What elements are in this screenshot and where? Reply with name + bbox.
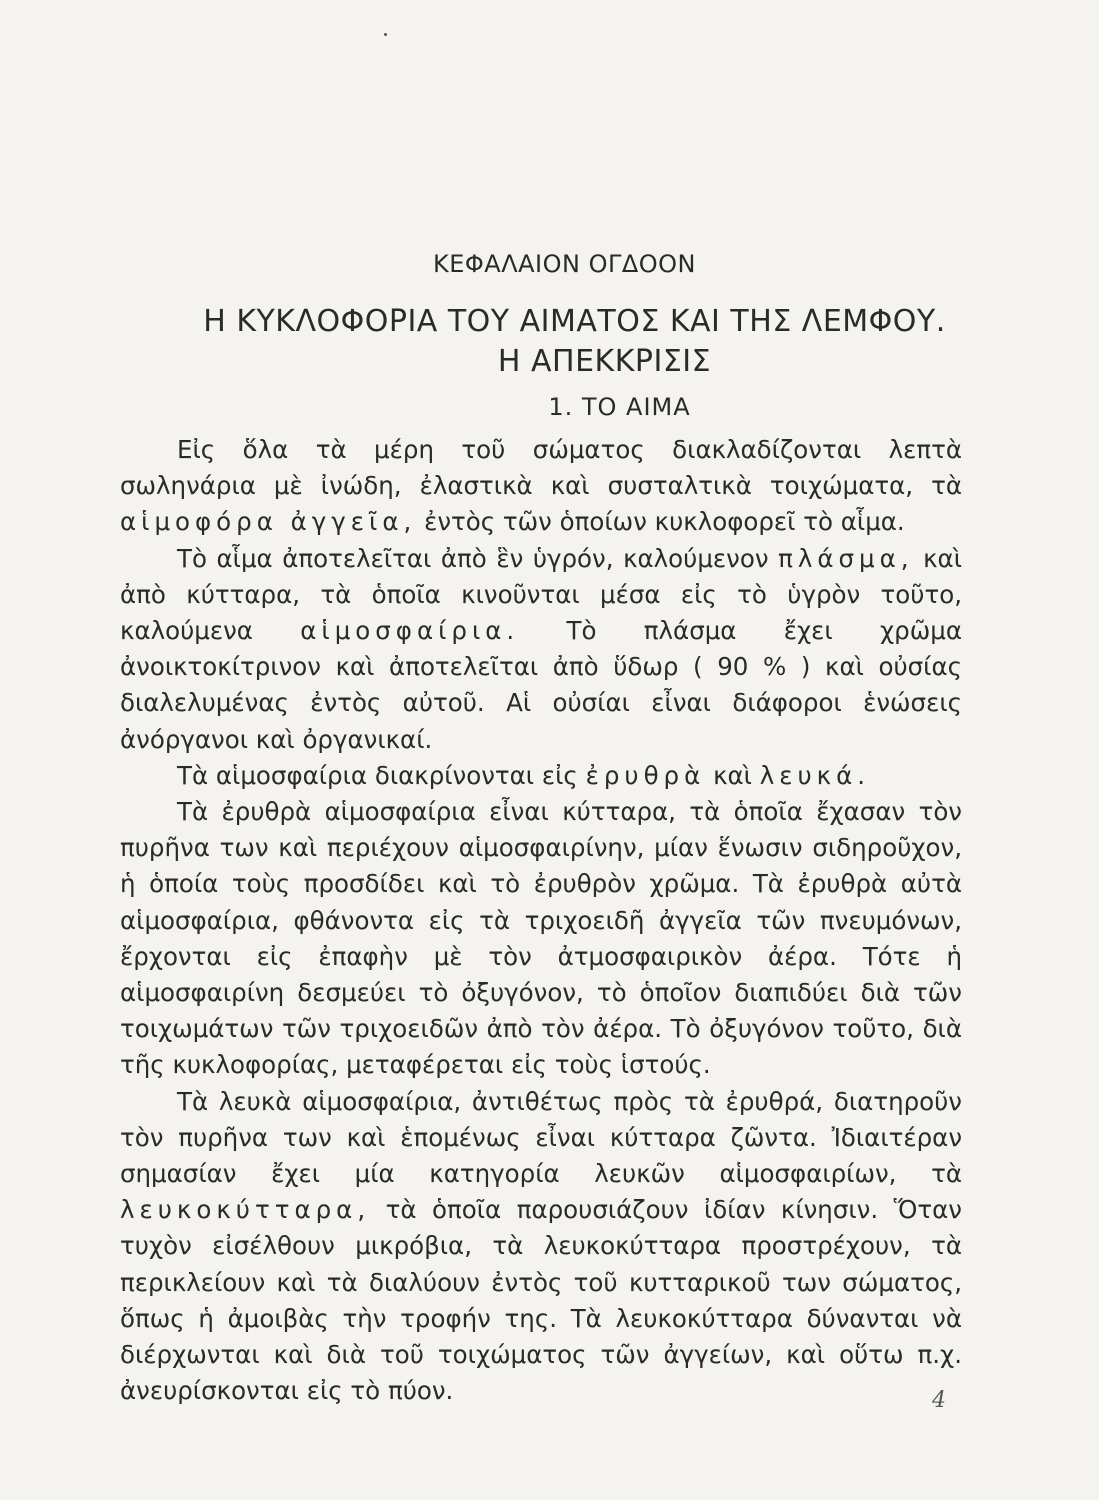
chapter-title-line-1: Η ΚΥΚΛΟΦΟΡΙΑ ΤΟΥ ΑΙΜΑΤΟΣ ΚΑΙ ΤΗΣ ΛΕΜΦΟΥ. (203, 304, 946, 339)
paragraph-1 (120, 432, 962, 541)
paragraph-4: Τὰ ἐρυθρὰ αἱμοσφαίρια εἶναι κύτταρα, τὰ ὁποῖα ἔχασαν τὸν πυρῆνα των καὶ περιέχουν αἱμοσφαιρίνην, μίαν ἕνωσιν σιδηροῦχον, ἡ ὁποία τοὺς προσδίδει καὶ τὸ ἐρυθρὸν χρῶμα. Τὰ ἐρυθρὰ αὐτὰ αἱμοσφαίρια, φθάνοντα εἰς τὰ τριχοειδῆ ἀγγεῖα τῶν πνευμόνων, ἔρχονται εἰς ἐπαφὴν μὲ τὸν ἀτμοσφαιρικὸν ἀέρα. Τότε ἡ αἱμοσφαιρίνη δεσμεύει τὸ ὀξυγόνον, τὸ ὁποῖον διαπιδύει διὰ τῶν τοιχωμάτων τῶν τριχοειδῶν ἀπὸ τὸν ἀέρα. Τὸ ὀξυγόνον τοῦτο, διὰ τῆς κυκλοφορίας, μεταφέρεται εἰς τοὺς ἱστούς. (120, 797, 962, 1080)
ink-speck (384, 33, 387, 36)
paragraph-2 (120, 541, 962, 758)
chapter-label: ΚΕΦΑΛΑΙΟΝ ΟΓΔΟΟΝ (432, 250, 696, 278)
paragraph-3-text-b: καὶ (713, 760, 752, 790)
term-aimofora-angeia: αἱμοφόρα ἀγγεῖα, (120, 507, 417, 537)
page-number: 4 (932, 1388, 946, 1413)
term-erythra: ἐρυθρὰ (585, 760, 706, 790)
chapter-title-line-2: Η ΑΠΕΚΚΡΙΣΙΣ (497, 344, 712, 379)
term-plasma: πλάσμα, (778, 543, 914, 573)
term-leukokyttara: λευκοκύτταρα, (120, 1195, 371, 1225)
paragraph-2-text-c: Τὸ πλάσμα ἔχει χρῶμα ἀνοικτοκίτρινον καὶ ἀποτελεῖται ἀπὸ ὕδωρ ( 90 % ) καὶ οὐσίας διαλελυμένας ἐντὸς αὐτοῦ. Αἱ οὐσίαι εἶναι διάφοροι ἑνώσεις ἀνόργανοι καὶ ὀργανικαί. (120, 616, 962, 754)
term-leuka: λευκά. (759, 760, 871, 790)
section-heading: 1. ΤΟ ΑΙΜΑ (548, 393, 691, 421)
paragraph-2-text-a: Τὸ αἷμα ἀποτελεῖται ἀπὸ ἓν ὑγρόν, καλούμενον (177, 543, 769, 573)
paragraph-5-text-b: τὰ ὁποῖα παρουσιάζουν ἰδίαν κίνησιν. Ὅταν τυχὸν εἰσέλθουν μικρόβια, τὰ λευκοκύτταρα προστρέχουν, τὰ περικλείουν καὶ τὰ διαλύουν ἐντὸς τοῦ κυτταρικοῦ των σώματος, ὅπως ἡ ἀμοιβὰς τὴν τροφήν της. Τὰ λευκοκύτταρα δύνανται νὰ διέρχωνται καὶ διὰ τοῦ τοιχώματος τῶν ἀγγείων, καὶ οὕτω π.χ. ἀνευρίσκονται εἰς τὸ πύον. (120, 1195, 962, 1406)
paragraph-3-text-a: Τὰ αἱμοσφαίρια διακρίνονται εἰς (177, 760, 578, 790)
term-aimosfairia: αἱμοσφαίρια. (300, 616, 520, 646)
body-text (120, 432, 962, 1409)
paragraph-2-text-b: καὶ ἀπὸ κύτταρα, τὰ ὁποῖα κινοῦνται μέσα εἰς τὸ ὑγρὸν τοῦτο, καλούμενα (120, 543, 962, 646)
paragraph-1-text-b: ἐντὸς τῶν ὁποίων κυκλοφορεῖ τὸ αἷμα. (424, 507, 905, 537)
paragraph-5 (120, 1084, 962, 1410)
paragraph-3 (120, 758, 962, 794)
paragraph-5-text-a: Τὰ λευκὰ αἱμοσφαίρια, ἀντιθέτως πρὸς τὰ ἐρυθρά, διατηροῦν τὸν πυρῆνα των καὶ ἑπομένως εἶναι κύτταρα ζῶντα. Ἰδιαιτέραν σημασίαν ἔχει μία κατηγορία λευκῶν αἱμοσφαιρίων, τὰ (120, 1086, 962, 1189)
chapter-title (0, 302, 1099, 382)
paragraph-1-text-a: Εἰς ὅλα τὰ μέρη τοῦ σώματος διακλαδίζονται λεπτὰ σωληνάρια μὲ ἰνώδη, ἐλαστικὰ καὶ συσταλτικὰ τοιχώματα, τὰ (120, 435, 962, 501)
